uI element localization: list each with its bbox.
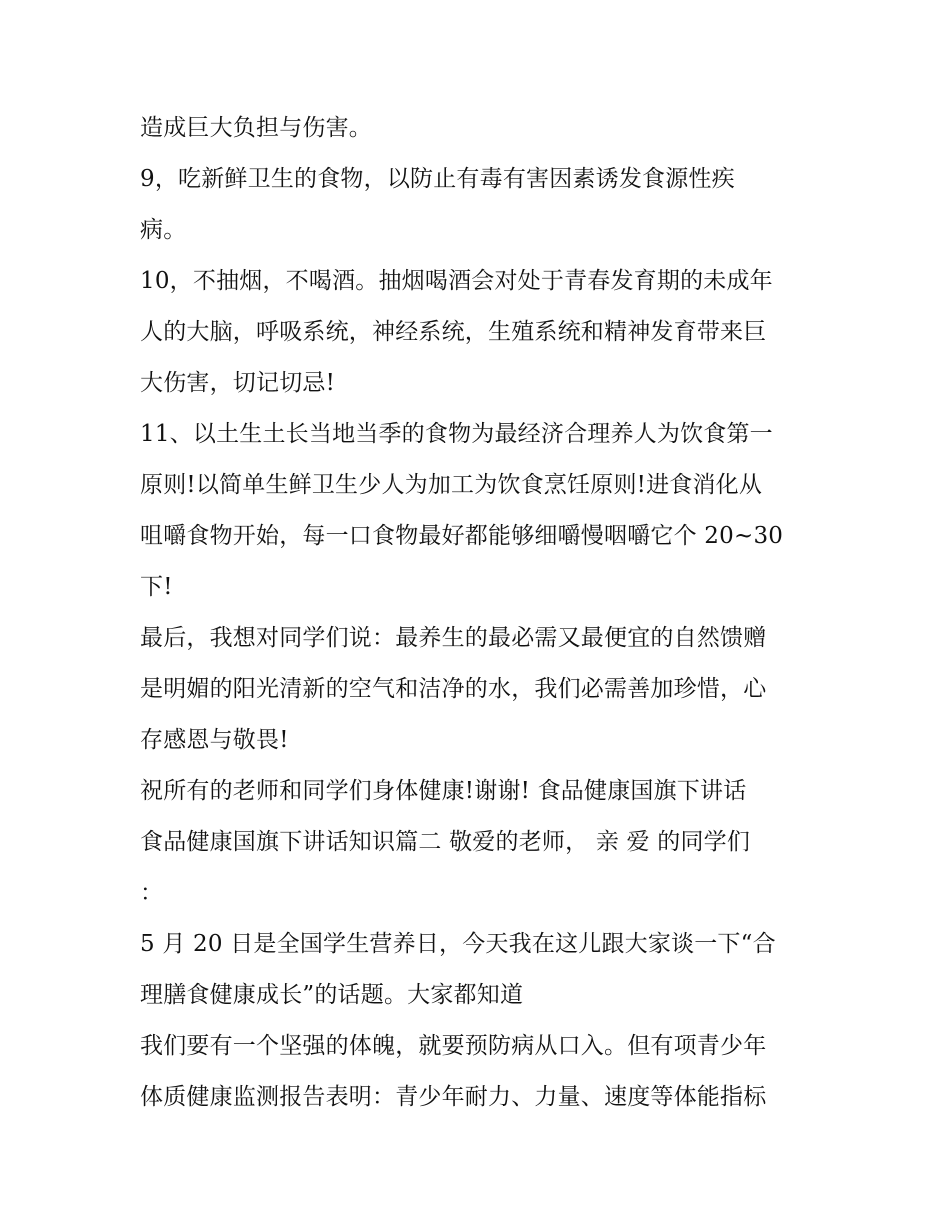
text-line: 10，不抽烟，不喝酒。抽烟喝酒会对处于青春发育期的未成年 bbox=[140, 268, 773, 294]
text-line: 咀嚼食物开始，每一口食物最好都能够细嚼慢咽嚼它个 20~30 bbox=[140, 523, 784, 549]
text-line: 我们要有一个坚强的体魄，就要预防病从口入。但有项青少年 bbox=[140, 1033, 767, 1059]
text-line: 最后，我想对同学们说：最养生的最必需又最便宜的自然馈赠 bbox=[140, 625, 767, 651]
text-line: 造成巨大负担与伤害。 bbox=[140, 115, 372, 141]
text-line: 是明媚的阳光清新的空气和洁净的水，我们必需善加珍惜，心 bbox=[140, 676, 767, 702]
text-line: 原则!以简单生鲜卫生少人为加工为饮食烹饪原则!进食消化从 bbox=[140, 472, 763, 498]
text-line: 存感恩与敬畏! bbox=[140, 727, 289, 753]
text-line: 体质健康监测报告表明：青少年耐力、力量、速度等体能指标 bbox=[140, 1084, 767, 1110]
text-line: ： bbox=[140, 880, 164, 906]
text-line: 5 月 20 日是全国学生营养日，今天我在这儿跟大家谈一下“合 bbox=[140, 931, 776, 957]
text-line: 理膳食健康成长”的话题。大家都知道 bbox=[140, 982, 524, 1008]
text-line: 下! bbox=[140, 574, 173, 600]
text-line: 病。 bbox=[140, 217, 187, 243]
text-line: 11、以土生土长当地当季的食物为最经济合理养人为饮食第一 bbox=[140, 421, 773, 447]
text-line: 食品健康国旗下讲话知识篇二 敬爱的老师， 亲 爱 的同学们 bbox=[140, 829, 751, 855]
text-line: 人的大脑，呼吸系统，神经系统，生殖系统和精神发育带来巨 bbox=[140, 319, 767, 345]
text-line: 大伤害，切记切忌! bbox=[140, 370, 336, 396]
text-line: 祝所有的老师和同学们身体健康!谢谢! 食品健康国旗下讲话 bbox=[140, 778, 747, 804]
text-line: 9，吃新鲜卫生的食物，以防止有毒有害因素诱发食源性疾 bbox=[140, 166, 735, 192]
